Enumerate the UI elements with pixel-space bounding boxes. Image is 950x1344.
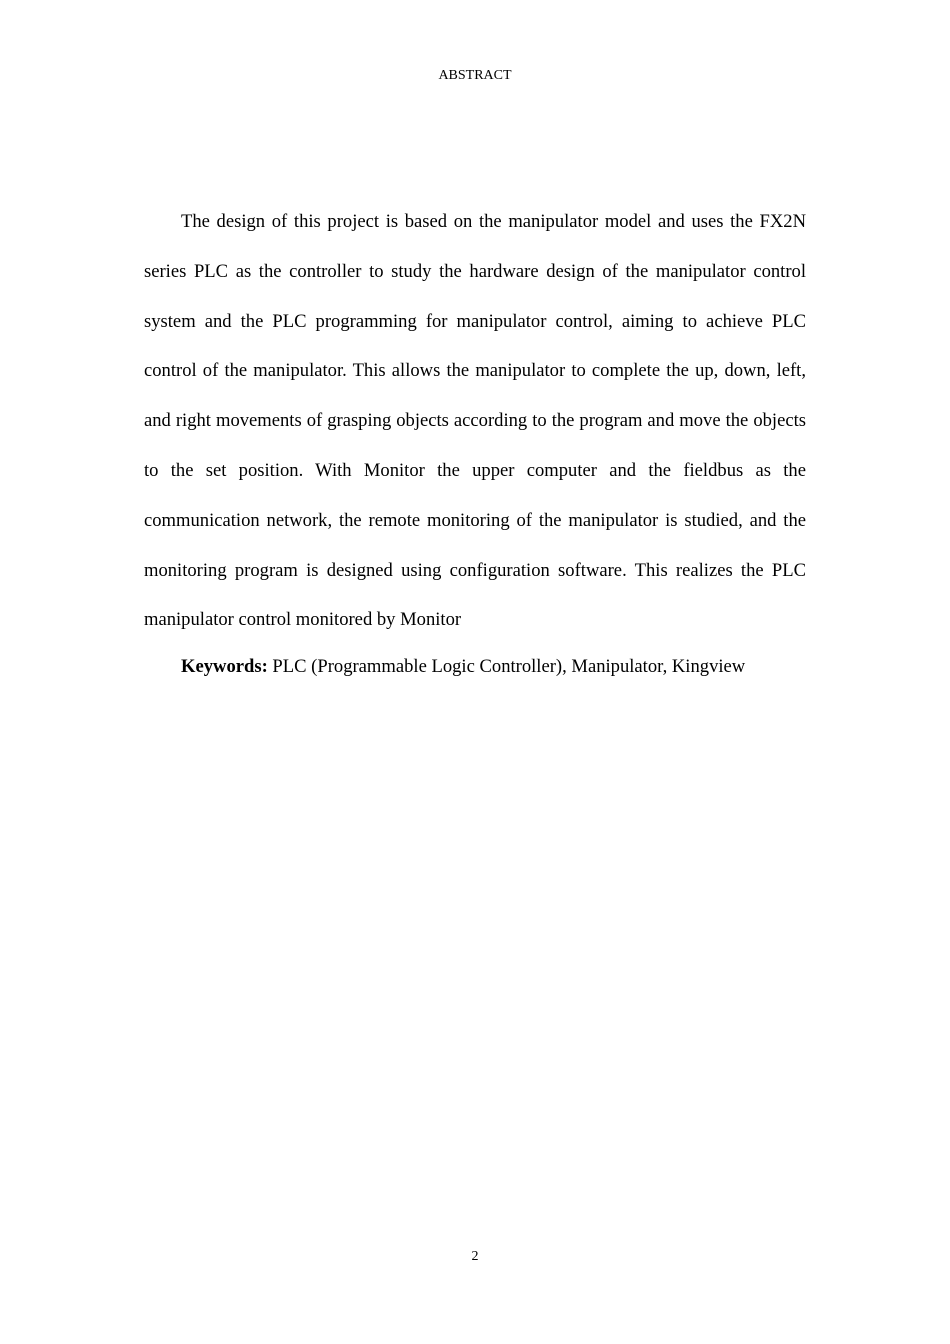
keywords-text: PLC (Programmable Logic Controller), Manipulator, Kingview bbox=[272, 656, 746, 677]
keywords-label: Keywords: bbox=[181, 656, 268, 677]
page-number: 2 bbox=[471, 1249, 479, 1264]
keywords-line bbox=[144, 654, 806, 680]
running-header: ABSTRACT bbox=[438, 68, 512, 83]
abstract-body: The design of this project is based on the manipulator model and uses the FX2N series PLC as the controller to study the hardware design of the manipulator control system and the PLC programming for manipulator control, aiming to achieve PLC control of the manipulator. This allows the manipulator to complete the up, down, left, and right movements of grasping objects according to the program and move the objects to the set position. With Monitor the upper computer and the fieldbus as the communication network, the remote monitoring of the manipulator is studied, and the monitoring program is designed using configuration software. This realizes the PLC manipulator control monitored by Monitor bbox=[144, 211, 806, 631]
